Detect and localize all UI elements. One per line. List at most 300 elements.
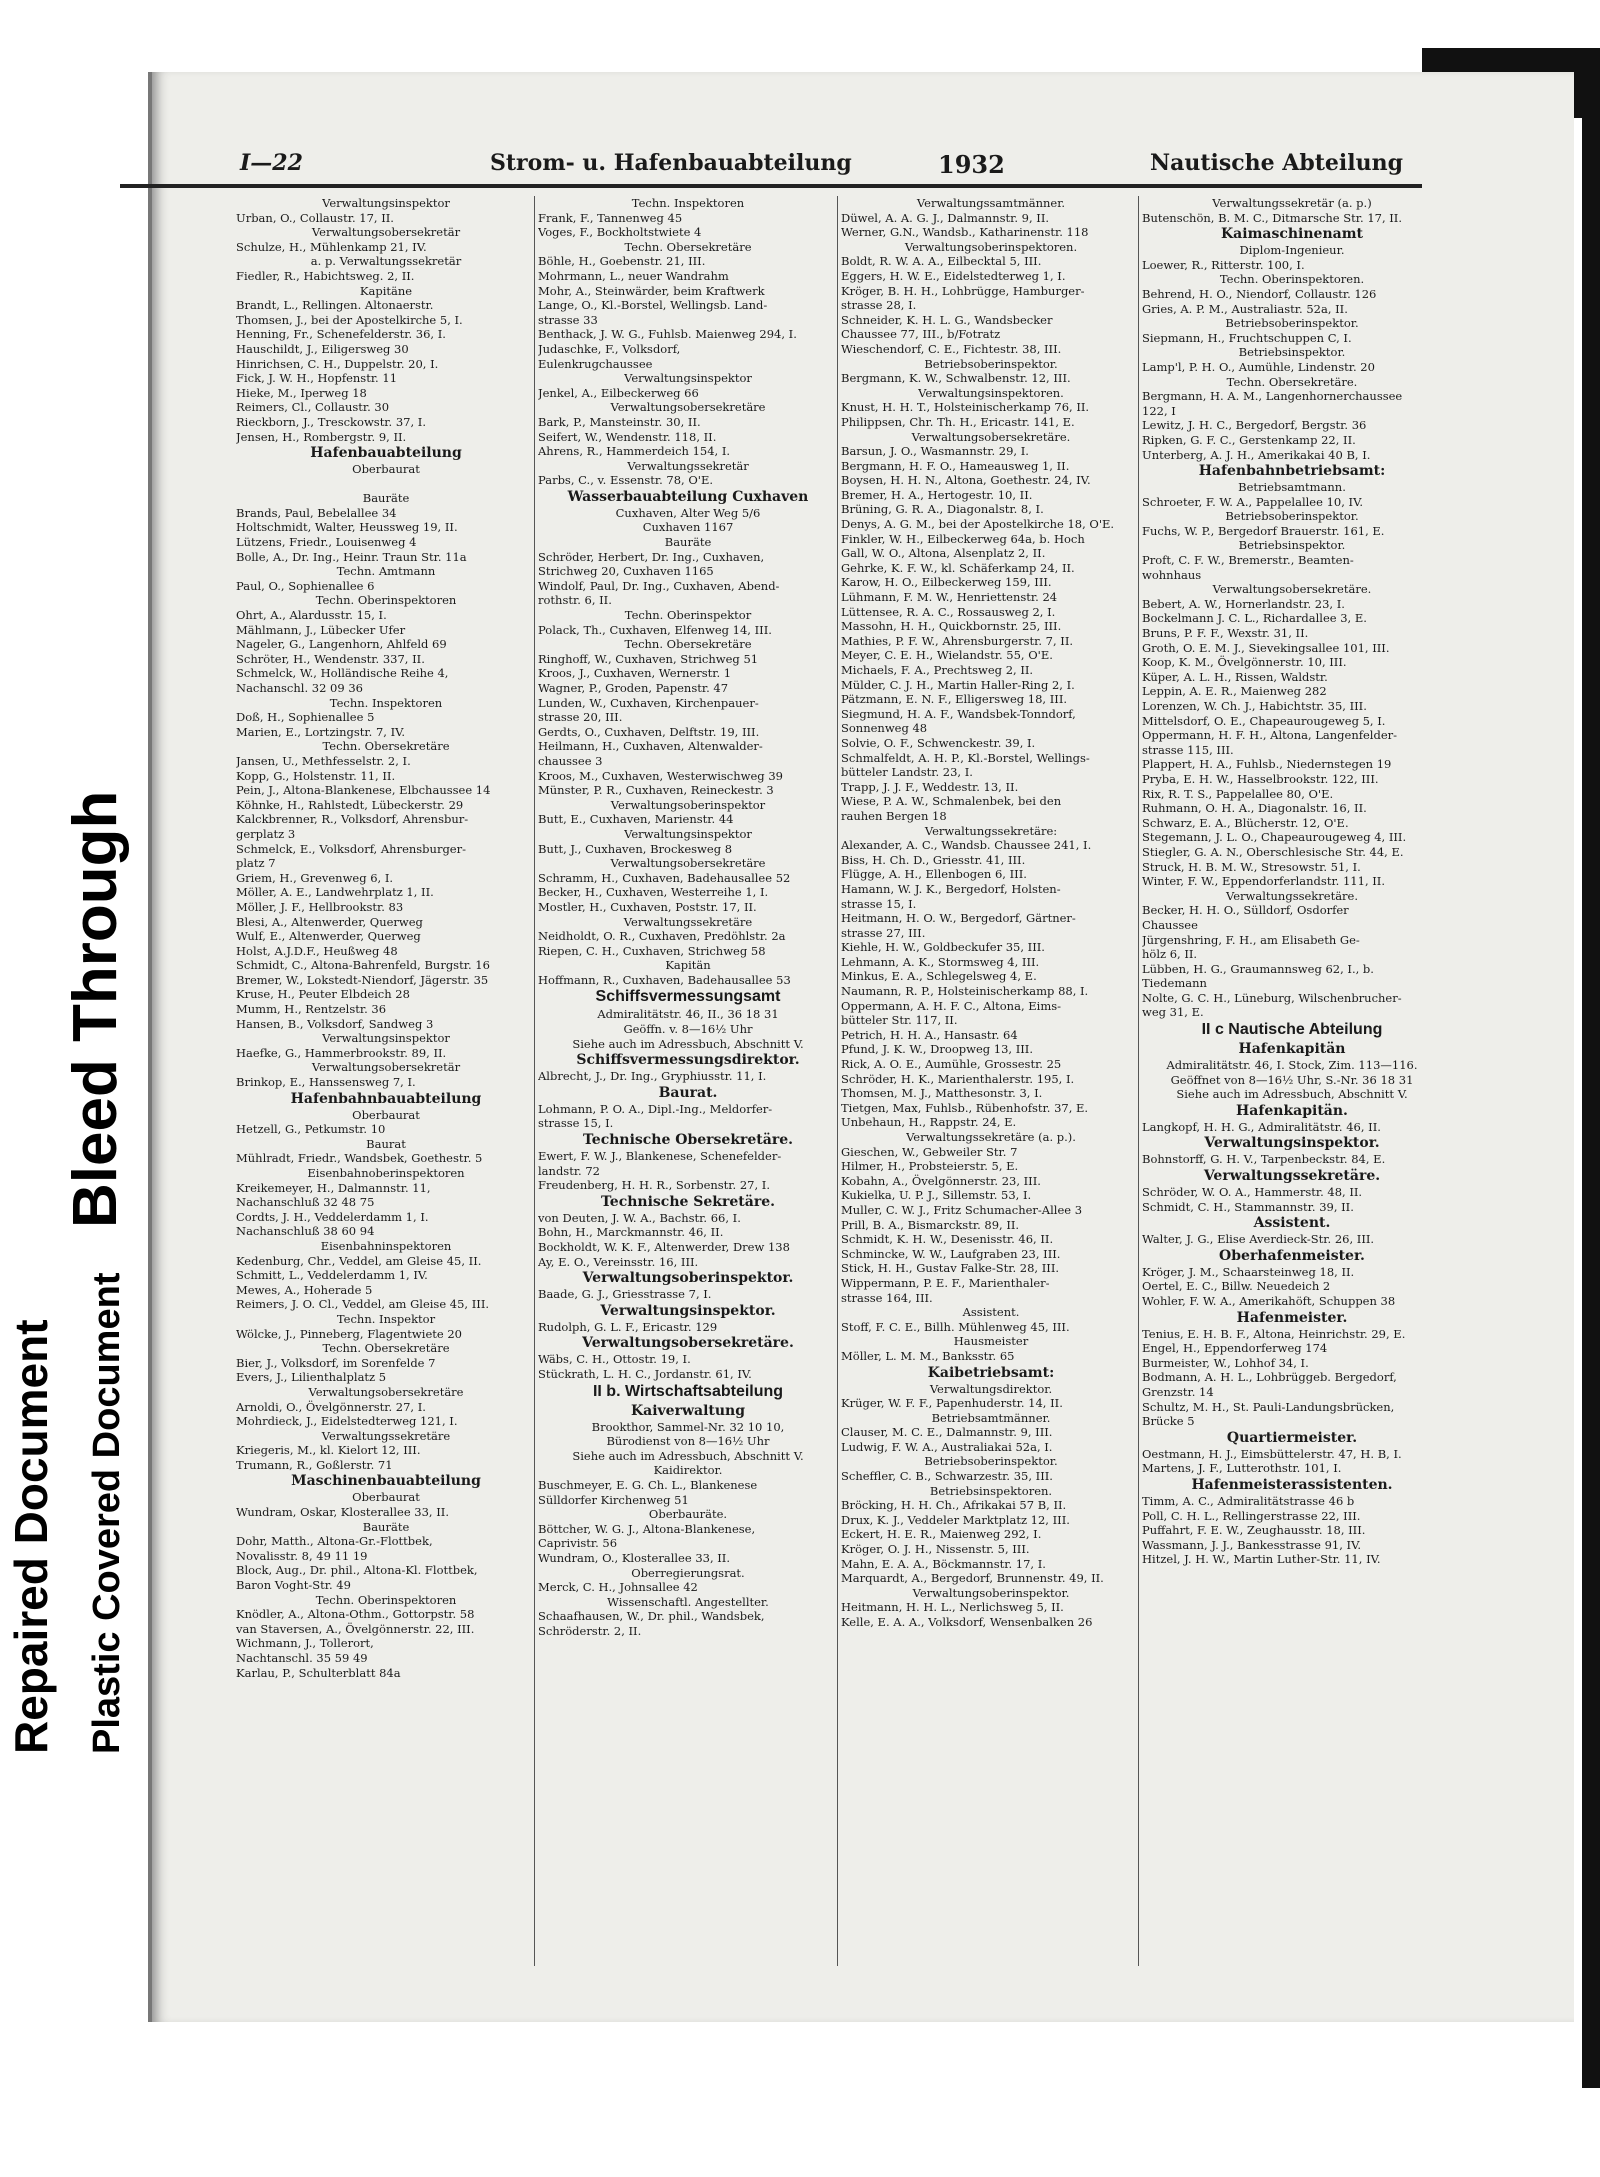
section-heading: Betriebsinspektoren. xyxy=(929,1483,1053,1498)
directory-entry: Meyer, C. E. H., Wielandstr. 55, O'E. xyxy=(841,648,1053,663)
directory-entry: Groth, O. E. M. J., Sievekingsallee 101, III. xyxy=(1142,640,1390,655)
section-heading: Betriebsinspektor. xyxy=(1238,345,1346,360)
directory-entry: strasse 164, III. xyxy=(841,1290,933,1305)
directory-entry: Eckert, H. E. R., Maienweg 292, I. xyxy=(841,1527,1042,1542)
directory-entry: Möller, J. F., Hellbrookstr. 83 xyxy=(236,899,404,914)
directory-entry: Reimers, J. O. Cl., Veddel, am Gleise 45, III. xyxy=(236,1297,490,1312)
directory-entry: Gehrke, K. F. W., kl. Schäferkamp 24, II. xyxy=(841,560,1075,575)
section-heading: Verwaltungsoberinspektor. xyxy=(912,1585,1070,1600)
directory-entry: Kalckbrenner, R., Volksdorf, Ahrensbur- xyxy=(236,812,469,827)
directory-entry: Stiegler, G. A. N., Oberschlesische Str. 44, E. xyxy=(1142,844,1404,859)
directory-entry: Kröger, B. H. H., Lohbrügge, Hamburger- xyxy=(841,283,1085,298)
directory-entry: Mühlradt, Friedr., Wandsbek, Goethestr. 5 xyxy=(236,1151,483,1166)
directory-entry: Schmidt, C. H., Stammannstr. 39, II. xyxy=(1142,1199,1354,1214)
directory-entry: Schröter, H., Wendenstr. 337, II. xyxy=(236,651,425,666)
directory-entry: Kukielka, U. P. J., Sillemstr. 53, I. xyxy=(841,1188,1032,1203)
directory-entry: Lehmann, A. K., Stormsweg 4, III. xyxy=(841,954,1040,969)
directory-entry: Schröder, H. K., Marienthalerstr. 195, I. xyxy=(841,1071,1075,1086)
directory-entry: Parbs, C., v. Essenstr. 78, O'E. xyxy=(538,473,714,488)
section-heading: Techn. Oberinspektor xyxy=(624,608,752,623)
directory-entry: Kreikemeyer, H., Dalmannstr. 11, xyxy=(236,1180,431,1195)
directory-entry: Martens, J. F., Lutterothstr. 101, I. xyxy=(1142,1461,1342,1476)
directory-entry: Nachanschl. 32 09 36 xyxy=(236,681,363,695)
directory-entry: Kobahn, A., Övelgönnerstr. 23, III. xyxy=(841,1173,1041,1188)
section-heading: Cuxhaven 1167 xyxy=(642,520,734,535)
directory-entry: Jürgenshring, F. H., am Elisabeth Ge- xyxy=(1142,932,1360,947)
directory-entry: wohnhaus xyxy=(1142,567,1202,582)
section-heading: Hafenbahnbetriebsamt: xyxy=(1198,463,1386,480)
directory-entry: strasse 20, III. xyxy=(538,710,623,725)
directory-entry: Jenkel, A., Eilbeckerweg 66 xyxy=(538,385,699,400)
directory-entry: Koop, K. M., Övelgönnerstr. 10, III. xyxy=(1142,655,1347,670)
directory-entry: Mahn, E. A. A., Böckmannstr. 17, I. xyxy=(841,1556,1046,1571)
section-heading: Bauräte xyxy=(362,1519,410,1534)
year: 1932 xyxy=(938,150,1005,179)
directory-entry: Drux, K. J., Veddeler Marktplatz 12, III. xyxy=(841,1512,1070,1527)
directory-entry: Chaussee 77, III., b/Fotratz xyxy=(841,327,1001,342)
directory-entry: Hansen, B., Volksdorf, Sandweg 3 xyxy=(236,1016,434,1031)
section-heading: Verwaltungsinspektor xyxy=(322,196,450,210)
column-4 xyxy=(1142,196,1442,1996)
section-heading: Verwaltungssekretär (a. p.) xyxy=(1212,196,1372,210)
directory-entry: Bockholdt, W. K. F., Altenwerder, Drew 138 xyxy=(538,1240,790,1254)
directory-entry: Wiese, P. A. W., Schmalenbek, bei den xyxy=(841,794,1062,809)
directory-entry: Bergmann, H. A. M., Langenhornerchaussee xyxy=(1142,389,1403,404)
directory-entry: Ohrt, A., Alardusstr. 15, I. xyxy=(236,608,387,623)
directory-entry: Benthack, J. W. G., Fuhlsb. Maienweg 294, I. xyxy=(538,327,797,342)
section-heading: Assistent. xyxy=(962,1305,1020,1320)
directory-entry: Gall, W. O., Altona, Alsenplatz 2, II. xyxy=(841,546,1046,561)
section-heading: Verwaltungssekretäre (a. p.). xyxy=(906,1130,1076,1144)
directory-entry: Böhle, H., Goebenstr. 21, III. xyxy=(538,254,706,269)
section-heading: Verwaltungsobersekretär xyxy=(311,1060,461,1075)
directory-entry: Mohrmann, L., neuer Wandrahm xyxy=(538,268,729,283)
directory-entry: Schultz, M. H., St. Pauli-Landungsbrücken, xyxy=(1142,1399,1395,1414)
section-heading: Techn. Inspektor xyxy=(336,1311,436,1326)
directory-entry: Hetzell, G., Petkumstr. 10 xyxy=(236,1122,386,1137)
directory-entry: Bark, P., Mansteinstr. 30, II. xyxy=(538,414,701,429)
directory-entry: Pryba, E. H. W., Hasselbrookstr. 122, III. xyxy=(1142,771,1379,786)
directory-entry: Dohr, Matth., Altona-Gr.-Flottbek, xyxy=(236,1534,433,1549)
directory-entry: Langkopf, H. H. G., Admiralitätstr. 46, II. xyxy=(1142,1119,1381,1134)
section-heading: Betriebsamtmann. xyxy=(1238,480,1346,495)
section-heading: Hafenbahnbauabteilung xyxy=(290,1090,482,1107)
directory-entry: Rick, A. O. E., Aumühle, Grossestr. 25 xyxy=(841,1057,1062,1072)
directory-entry: Chaussee xyxy=(1142,917,1198,932)
directory-entry: Wagner, P., Groden, Papenstr. 47 xyxy=(538,681,729,695)
directory-entry: Hieke, M., Iperweg 18 xyxy=(236,385,367,400)
section-heading: Verwaltungsdirektor. xyxy=(929,1381,1053,1396)
directory-entry: Novalisstr. 8, 49 11 19 xyxy=(236,1548,368,1563)
section-heading: Techn. Obersekretäre. xyxy=(1226,374,1358,389)
directory-entry: Urban, O., Collaustr. 17, II. xyxy=(236,210,394,225)
section-heading: Verwaltungsobersekretäre xyxy=(308,1384,464,1399)
column-2 xyxy=(538,196,838,1996)
directory-entry: Möller, L. M. M., Banksstr. 65 xyxy=(841,1348,1015,1363)
section-heading: Hafenmeister. xyxy=(1236,1309,1348,1326)
directory-entry: Pfund, J. K. W., Droopweg 13, III. xyxy=(841,1042,1034,1057)
directory-entry: Alexander, A. C., Wandsb. Chaussee 241, I. xyxy=(841,838,1092,853)
section-heading: Verwaltungsinspektor xyxy=(624,371,752,386)
directory-entry: weg 31, E. xyxy=(1142,1005,1204,1020)
directory-entry: Griem, H., Grevenweg 6, I. xyxy=(236,870,394,885)
directory-entry: Schmidt, C., Altona-Bahrenfeld, Burgstr. 16 xyxy=(236,958,490,973)
directory-entry: rothstr. 6, II. xyxy=(538,593,612,608)
section-heading: Geöffnet von 8—16½ Uhr, S.-Nr. 36 18 31 xyxy=(1170,1072,1414,1087)
section-heading: Verwaltungssekretäre. xyxy=(1203,1168,1381,1185)
directory-entry: Windolf, Paul, Dr. Ing., Cuxhaven, Abend- xyxy=(538,578,780,593)
directory-entry: Ay, E. O., Vereinsstr. 16, III. xyxy=(538,1254,699,1269)
section-heading: Verwaltungsoberinspektoren. xyxy=(904,239,1078,254)
directory-entry: Gerdts, O., Cuxhaven, Delftstr. 19, III. xyxy=(538,724,760,739)
directory-entry: Küper, A. L. H., Rissen, Waldstr. xyxy=(1142,669,1328,684)
directory-entry: hölz 6, II. xyxy=(1142,947,1198,962)
section-heading: Verwaltungsobersekretäre. xyxy=(911,429,1071,444)
directory-entry: Stückrath, L. H. C., Jordanstr. 61, IV. xyxy=(538,1366,752,1381)
section-heading: Techn. Obersekretäre xyxy=(322,1341,450,1356)
directory-entry: Bergmann, K. W., Schwalbenstr. 12, III. xyxy=(841,371,1071,386)
directory-entry: chaussee 3 xyxy=(538,753,603,768)
directory-entry: Oestmann, H. J., Eimsbüttelerstr. 47, H. B, I. xyxy=(1142,1446,1402,1461)
directory-entry: Burmeister, W., Lohhof 34, I. xyxy=(1142,1355,1309,1370)
section-heading: Betriebsamtmänner. xyxy=(931,1410,1051,1425)
section-heading: Verwaltungsobersekretäre. xyxy=(582,1335,794,1352)
section-heading: Oberregierungsrat. xyxy=(631,1565,745,1580)
directory-entry: Mülder, C. J. H., Martin Haller-Ring 2, I. xyxy=(841,677,1075,692)
directory-entry: Bergmann, H. F. O., Hameausweg 1, II. xyxy=(841,458,1070,473)
directory-entry: Reimers, Cl., Collaustr. 30 xyxy=(236,400,390,415)
department-right: Nautische Abteilung xyxy=(1150,150,1404,176)
directory-entry: Arnoldi, O., Övelgönnerstr. 27, I. xyxy=(236,1399,426,1414)
directory-entry: Sonnenweg 48 xyxy=(841,721,928,736)
directory-entry: bütteler Landstr. 23, I. xyxy=(841,765,973,780)
header-rule xyxy=(120,184,1422,188)
section-heading: Quartiermeister. xyxy=(1226,1429,1358,1446)
directory-entry: Oertel, E. C., Billw. Neuedeich 2 xyxy=(1142,1279,1331,1294)
directory-entry: Block, Aug., Dr. phil., Altona-Kl. Flottbek, xyxy=(236,1563,478,1578)
directory-entry: Schröderstr. 2, II. xyxy=(538,1623,642,1638)
section-heading: Technische Obersekretäre. xyxy=(582,1132,794,1149)
directory-entry: Stick, H. H., Gustav Falke-Str. 28, III. xyxy=(841,1261,1060,1276)
directory-entry: Plappert, H. A., Fuhlsb., Niedernstegen 19 xyxy=(1142,757,1392,772)
directory-entry: Bohn, H., Marckmannstr. 46, II. xyxy=(538,1225,724,1240)
directory-entry: Lunden, W., Cuxhaven, Kirchenpauer- xyxy=(538,695,759,710)
directory-entry: Bröcking, H. H. Ch., Afrikakai 57 B, II. xyxy=(841,1498,1067,1513)
directory-entry: Möller, A. E., Landwehrplatz 1, II. xyxy=(236,885,434,900)
column-1 xyxy=(236,196,536,1996)
directory-entry: Becker, H., Cuxhaven, Westerreihe 1, I. xyxy=(538,885,769,900)
page-number: I—22 xyxy=(240,150,303,176)
directory-entry: Brandt, L., Rellingen. Altonaerstr. xyxy=(236,298,434,313)
directory-entry: Heilmann, H., Cuxhaven, Altenwalder- xyxy=(538,739,763,754)
directory-entry: Bier, J., Volksdorf, im Sorenfelde 7 xyxy=(236,1355,436,1370)
directory-entry: Boldt, R. W. A. A., Eilbecktal 5, III. xyxy=(841,254,1042,269)
section-heading: Assistent. xyxy=(1253,1215,1331,1232)
bleed-through-label: Bleed Through xyxy=(61,790,130,1228)
repaired-document-label: Repaired Document xyxy=(5,1319,57,1754)
scan-border-right xyxy=(1582,48,1600,2088)
directory-entry: Rudolph, G. L. F., Ericastr. 129 xyxy=(538,1319,718,1334)
directory-entry: Knust, H. H. T., Holsteinischerkamp 76, II. xyxy=(841,400,1090,415)
directory-entry: Strichweg 20, Cuxhaven 1165 xyxy=(538,564,714,579)
directory-entry: rauhen Bergen 18 xyxy=(841,808,947,823)
directory-entry: Brinkop, E., Hanssensweg 7, I. xyxy=(236,1075,416,1090)
section-heading: Brookthor, Sammel-Nr. 32 10 10, xyxy=(591,1419,785,1434)
section-heading: Techn. Inspektoren xyxy=(631,196,745,210)
directory-entry: Stoff, F. C. E., Billh. Mühlenweg 45, III. xyxy=(841,1319,1070,1334)
directory-entry: Bremer, H. A., Hertogestr. 10, II. xyxy=(841,487,1033,502)
section-heading: Oberbauräte. xyxy=(648,1507,728,1522)
section-heading: Kaibetriebsamt: xyxy=(927,1364,1055,1381)
directory-entry: Stegemann, J. L. O., Chapeaurougeweg 4, III. xyxy=(1142,830,1407,845)
directory-entry: Muller, C. W. J., Fritz Schumacher-Allee 3 xyxy=(841,1202,1083,1217)
section-heading: Verwaltungssekretäre. xyxy=(1225,888,1359,903)
section-heading: Hafenmeisterassistenten. xyxy=(1191,1476,1393,1493)
directory-entry: Thomsen, J., bei der Apostelkirche 5, I. xyxy=(236,312,463,327)
directory-entry: Evers, J., Lilienthalplatz 5 xyxy=(236,1370,387,1385)
directory-entry: Polack, Th., Cuxhaven, Elfenweg 14, III. xyxy=(538,622,772,637)
directory-entry: Brücke 5 xyxy=(1142,1414,1195,1429)
directory-entry: Wieschendorf, C. E., Fichtestr. 38, III. xyxy=(841,341,1062,356)
directory-entry: Schmelck, W., Holländische Reihe 4, xyxy=(236,666,449,681)
directory-entry: Unbehaun, H., Rappstr. 24, E. xyxy=(841,1115,1017,1130)
directory-entry: Prill, B. A., Bismarckstr. 89, II. xyxy=(841,1217,1020,1232)
directory-entry: Walter, J. G., Elise Averdieck-Str. 26, III. xyxy=(1142,1232,1375,1247)
directory-entry: Nachanschluß 32 48 75 xyxy=(236,1195,375,1210)
directory-entry: Butt, E., Cuxhaven, Marienstr. 44 xyxy=(538,812,734,827)
directory-entry: Hoffmann, R., Cuxhaven, Badehausallee 53 xyxy=(538,972,791,987)
directory-entry: van Staversen, A., Övelgönnerstr. 22, III. xyxy=(236,1621,475,1636)
section-heading: Verwaltungssekretäre: xyxy=(924,823,1058,838)
directory-entry xyxy=(236,477,536,492)
directory-entry: Lüttensee, R. A. C., Rossausweg 2, I. xyxy=(841,604,1056,619)
section-heading: Oberbaurat xyxy=(352,1490,420,1505)
directory-entry: Michaels, F. A., Prechtsweg 2, II. xyxy=(841,663,1034,677)
section-heading: Techn. Obersekretäre xyxy=(322,739,450,754)
directory-entry: Schwarz, E. A., Blücherstr. 12, O'E. xyxy=(1142,815,1349,830)
directory-entry: Heitmann, H. O. W., Bergedorf, Gärtner- xyxy=(841,911,1076,926)
directory-entry: Tietgen, Max, Fuhlsb., Rübenhofstr. 37, E. xyxy=(841,1100,1089,1115)
directory-entry: Butenschön, B. M. C., Ditmarsche Str. 17, II. xyxy=(1142,210,1403,225)
page-header xyxy=(120,150,1422,180)
directory-entry: Voges, F., Bockholtstwiete 4 xyxy=(538,225,702,240)
directory-entry: Lorenzen, W. Ch. J., Habichtstr. 35, III. xyxy=(1142,699,1367,713)
directory-entry: Boysen, H. H. N., Altona, Goethestr. 24, IV. xyxy=(841,473,1091,488)
directory-entry: Timm, A. C., Admiralitätstrasse 46 b xyxy=(1142,1493,1355,1508)
directory-entry: Schmincke, W. W., Laufgraben 23, III. xyxy=(841,1246,1061,1261)
directory-entry: Wohler, F. W. A., Amerikahöft, Schuppen 38 xyxy=(1142,1294,1396,1308)
directory-entry: Lübben, H. G., Graumannsweg 62, I., b. xyxy=(1142,961,1374,976)
section-heading: Verwaltungsoberinspektor. xyxy=(582,1270,794,1287)
section-heading: Techn. Amtmann xyxy=(336,564,436,579)
section-heading: Techn. Inspektoren xyxy=(329,695,443,710)
section-heading: Oberhafenmeister. xyxy=(1219,1247,1365,1264)
section-heading: Verwaltungsobersekretäre xyxy=(610,856,766,871)
directory-entry: Paul, O., Sophienallee 6 xyxy=(236,578,375,593)
directory-entry: 122, I xyxy=(1142,403,1176,418)
section-heading: Verwaltungsinspektor. xyxy=(1204,1135,1380,1152)
section-heading: Techn. Obersekretäre xyxy=(624,637,752,652)
directory-entry: Nachtanschl. 35 59 49 xyxy=(236,1651,368,1665)
directory-entry: Becker, H. H. O., Sülldorf, Osdorfer xyxy=(1142,903,1349,918)
section-heading: Hafenbauabteilung xyxy=(310,445,462,462)
section-heading: Eisenbahnoberinspektoren xyxy=(307,1166,465,1180)
directory-entry: Wassmann, J. J., Bankesstrasse 91, IV. xyxy=(1142,1537,1362,1552)
section-heading: Verwaltungsoberinspektor xyxy=(610,797,766,812)
section-heading: Baurat. xyxy=(658,1084,718,1101)
section-heading: Verwaltungsobersekretäre xyxy=(610,400,766,415)
directory-entry: Schulze, H., Mühlenkamp 21, IV. xyxy=(236,239,427,254)
section-heading: Techn. Obersekretäre xyxy=(624,239,752,254)
directory-entry: Kröger, O. J. H., Nissenstr. 5, III. xyxy=(841,1542,1030,1557)
directory-entry: Neidholdt, O. R., Cuxhaven, Predöhlstr. 2a xyxy=(538,929,786,944)
directory-entry: Philippsen, Chr. Th. H., Ericastr. 141, E. xyxy=(841,414,1075,429)
section-heading: Wissenschaftl. Angestellter. xyxy=(607,1594,769,1609)
directory-entry: Gries, A. P. M., Australiastr. 52a, II. xyxy=(1142,301,1348,316)
directory-entry: Kroos, J., Cuxhaven, Wernerstr. 1 xyxy=(538,666,732,681)
directory-entry: Finkler, W. H., Eilbeckerweg 64a, b. Hoch xyxy=(841,531,1085,546)
directory-entry: Pätzmann, E. N. F., Elligersweg 18, III. xyxy=(841,692,1068,707)
directory-entry: Trumann, R., Goßlerstr. 71 xyxy=(236,1457,393,1472)
column-3 xyxy=(841,196,1141,1996)
section-heading: Siehe auch im Adressbuch, Abschnitt V. xyxy=(1176,1087,1408,1102)
section-heading: Geöffn. v. 8—16½ Uhr xyxy=(623,1022,753,1037)
directory-entry: Wundram, O., Klosterallee 33, II. xyxy=(538,1550,731,1565)
directory-entry: Loewer, R., Ritterstr. 100, I. xyxy=(1142,257,1305,272)
directory-entry: Fiedler, R., Habichtsweg. 2, II. xyxy=(236,268,415,283)
directory-entry: Ruhmann, O. H. A., Diagonalstr. 16, II. xyxy=(1142,801,1367,816)
directory-entry: Brüning, G. R. A., Diagonalstr. 8, I. xyxy=(841,502,1044,517)
directory-entry: Kelle, E. A. A., Volksdorf, Wensenbalken 26 xyxy=(841,1615,1093,1629)
directory-entry: Grenzstr. 14 xyxy=(1142,1384,1214,1399)
directory-entry: Krüger, W. F. F., Papenhuderstr. 14, II. xyxy=(841,1396,1063,1411)
directory-entry: Knödler, A., Altona-Othm., Gottorpstr. 58 xyxy=(236,1607,475,1622)
directory-entry: Petrich, H. H. A., Hansastr. 64 xyxy=(841,1027,1018,1042)
section-heading: Oberbaurat xyxy=(352,1107,420,1122)
directory-entry: Oppermann, A. H. F. C., Altona, Eims- xyxy=(841,998,1062,1013)
directory-entry: Hinrichsen, C. H., Duppelstr. 20, I. xyxy=(236,356,439,371)
directory-entry: strasse 27, III. xyxy=(841,925,926,940)
directory-entry: Karow, H. O., Eilbeckerweg 159, III. xyxy=(841,575,1052,590)
directory-entry: Schmelck, E., Volksdorf, Ahrensburger- xyxy=(236,841,466,856)
section-heading: Oberbaurat xyxy=(352,462,420,477)
directory-entry: Ripken, G. F. C., Gerstenkamp 22, II. xyxy=(1142,432,1356,447)
section-heading: Siehe auch im Adressbuch, Abschnitt V. xyxy=(572,1448,804,1463)
directory-entry: Rix, R. T. S., Pappelallee 80, O'E. xyxy=(1142,786,1334,801)
section-heading: Technische Sekretäre. xyxy=(601,1193,775,1210)
directory-entry: Barsun, J. O., Wasmannstr. 29, I. xyxy=(841,444,1029,459)
directory-entry: Baron Voght-Str. 49 xyxy=(236,1578,351,1593)
section-heading: Kapitän xyxy=(665,958,711,973)
directory-entry: Schröder, W. O. A., Hammerstr. 48, II. xyxy=(1142,1185,1363,1200)
directory-entry: von Deuten, J. W. A., Bachstr. 66, I. xyxy=(538,1210,741,1225)
section-heading: Techn. Oberinspektoren xyxy=(315,593,457,608)
department-left: Strom- u. Hafenbauabteilung xyxy=(490,150,852,176)
section-heading: Betriebsoberinspektor. xyxy=(924,1454,1058,1469)
section-heading: Verwaltungsinspektor xyxy=(322,1031,450,1046)
section-heading: Verwaltungsinspektor xyxy=(624,826,752,841)
section-heading: a. p. Verwaltungssekretär xyxy=(310,254,462,269)
section-heading: Verwaltungssekretäre xyxy=(321,1428,451,1443)
directory-entry: Bolle, A., Dr. Ing., Heinr. Traun Str. 11a xyxy=(236,549,467,564)
directory-entry: strasse 15, I. xyxy=(841,896,917,911)
directory-entry: Marien, E., Lortzingstr. 7, IV. xyxy=(236,724,406,739)
directory-entry: Hamann, W. J. K., Bergedorf, Holsten- xyxy=(841,881,1061,896)
directory-entry: Merck, C. H., Johnsallee 42 xyxy=(538,1580,698,1595)
directory-entry: Wippermann, P. E. F., Marienthaler- xyxy=(841,1275,1050,1290)
directory-entry: Wundram, Oskar, Klosterallee 33, II. xyxy=(236,1505,449,1520)
directory-entry: Marquardt, A., Bergedorf, Brunnenstr. 49, II. xyxy=(841,1571,1104,1586)
directory-entry: Butt, J., Cuxhaven, Brockesweg 8 xyxy=(538,841,733,856)
directory-entry: Holst, A.J.D.F., Heußweg 48 xyxy=(236,943,398,958)
section-heading: Bauräte xyxy=(362,491,410,506)
section-heading: Betriebsoberinspektor. xyxy=(1225,316,1359,331)
directory-entry: Tiedemann xyxy=(1142,976,1207,991)
directory-entry: Jensen, H., Rombergstr. 9, II. xyxy=(236,429,407,444)
directory-entry: Lange, O., Kl.-Borstel, Wellingsb. Land- xyxy=(538,298,768,313)
directory-entry: Judaschke, F., Volksdorf, xyxy=(538,341,681,356)
section-heading: Baurat xyxy=(366,1136,406,1151)
directory-entry: Mählmann, J., Lübecker Ufer xyxy=(236,622,406,637)
directory-entry: Bruns, P. F. F., Wexstr. 31, II. xyxy=(1142,626,1309,641)
directory-entry: Mumm, H., Rentzelstr. 36 xyxy=(236,1002,387,1017)
directory-entry: Frank, F., Tannenweg 45 xyxy=(538,210,683,225)
directory-entry: strasse 28, I. xyxy=(841,298,917,313)
section-heading: Hafenkapitän xyxy=(1238,1041,1346,1058)
directory-entry: Wäbs, C. H., Ottostr. 19, I. xyxy=(538,1352,691,1367)
directory-entry: Buschmeyer, E. G. Ch. L., Blankenese xyxy=(538,1477,758,1492)
section-heading: Kaidirektor. xyxy=(653,1463,723,1478)
directory-entry: Düwel, A. A. G. J., Dalmannstr. 9, II. xyxy=(841,210,1050,225)
directory-entry: Wulf, E., Altenwerder, Querweg xyxy=(236,929,421,944)
directory-entry: Thomsen, M. J., Matthesonstr. 3, I. xyxy=(841,1086,1043,1101)
directory-entry: Puffahrt, F. E. W., Zeughausstr. 18, III. xyxy=(1142,1523,1366,1538)
directory-entry: Ringhoff, W., Cuxhaven, Strichweg 51 xyxy=(538,651,759,666)
directory-entry: Nachanschluß 38 60 94 xyxy=(236,1224,375,1239)
directory-entry: Doß, H., Sophienallee 5 xyxy=(236,710,375,725)
directory-entry: Trapp, J. J. F., Weddestr. 13, II. xyxy=(841,779,1019,794)
directory-entry: Denys, A. G. M., bei der Apostelkirche 18, O'E. xyxy=(841,517,1115,532)
section-heading: Verwaltungssekretär xyxy=(627,458,749,473)
directory-entry: Ludwig, F. W. A., Australiakai 52a, I. xyxy=(841,1439,1053,1454)
section-heading: Bauräte xyxy=(664,535,712,550)
directory-entry: Solvie, O. F., Schwenckestr. 39, I. xyxy=(841,735,1036,750)
directory-entry: Lühmann, F. M. W., Henriettenstr. 24 xyxy=(841,590,1058,605)
directory-entry: Köhnke, H., Rahlstedt, Lübeckerstr. 29 xyxy=(236,797,464,812)
directory-entry: Kedenburg, Chr., Veddel, am Gleise 45, II. xyxy=(236,1253,482,1268)
directory-entry: Haefke, G., Hammerbrookstr. 89, II. xyxy=(236,1045,447,1060)
directory-entry: Siepmann, H., Fruchtschuppen C, I. xyxy=(1142,330,1352,345)
section-heading: Wasserbauabteilung Cuxhaven xyxy=(567,488,809,505)
directory-entry: Siegmund, H. A. F., Wandsbek-Tonndorf, xyxy=(841,706,1076,721)
directory-entry: Mohr, A., Steinwärder, beim Kraftwerk xyxy=(538,283,765,298)
section-heading: Diplom-Ingenieur. xyxy=(1239,243,1345,258)
section-heading: Techn. Oberinspektoren xyxy=(315,1592,457,1607)
directory-entry: Tenius, E. H. B. F., Altona, Heinrichstr. 29, E. xyxy=(1142,1326,1406,1341)
directory-entry: Riepen, C. H., Cuxhaven, Strichweg 58 xyxy=(538,943,766,958)
directory-entry: Sülldorfer Kirchenweg 51 xyxy=(538,1492,689,1507)
directory-entry: Kiehle, H. W., Goldbeckufer 35, III. xyxy=(841,940,1045,955)
directory-entry: Werner, G.N., Wandsb., Katharinenstr. 118 xyxy=(841,225,1089,240)
directory-entry: Naumann, R. P., Holsteinischerkamp 88, I. xyxy=(841,984,1089,999)
directory-entry: Schmitt, L., Veddelerdamm 1, IV. xyxy=(236,1268,428,1283)
section-heading: Kaiverwaltung xyxy=(630,1402,746,1419)
directory-entry: Bodmann, A. H. L., Lohbrüggeb. Bergedorf, xyxy=(1142,1370,1397,1385)
directory-entry: Fuchs, W. P., Bergedorf Brauerstr. 161, E. xyxy=(1142,523,1385,538)
directory-entry: Freudenberg, H. H. R., Sorbenstr. 27, I. xyxy=(538,1178,770,1193)
directory-entry: Struck, H. B. M. W., Stresowstr. 51, I. xyxy=(1142,859,1361,874)
directory-entry: Minkus, E. A., Schlegelsweg 4, E. xyxy=(841,969,1037,984)
